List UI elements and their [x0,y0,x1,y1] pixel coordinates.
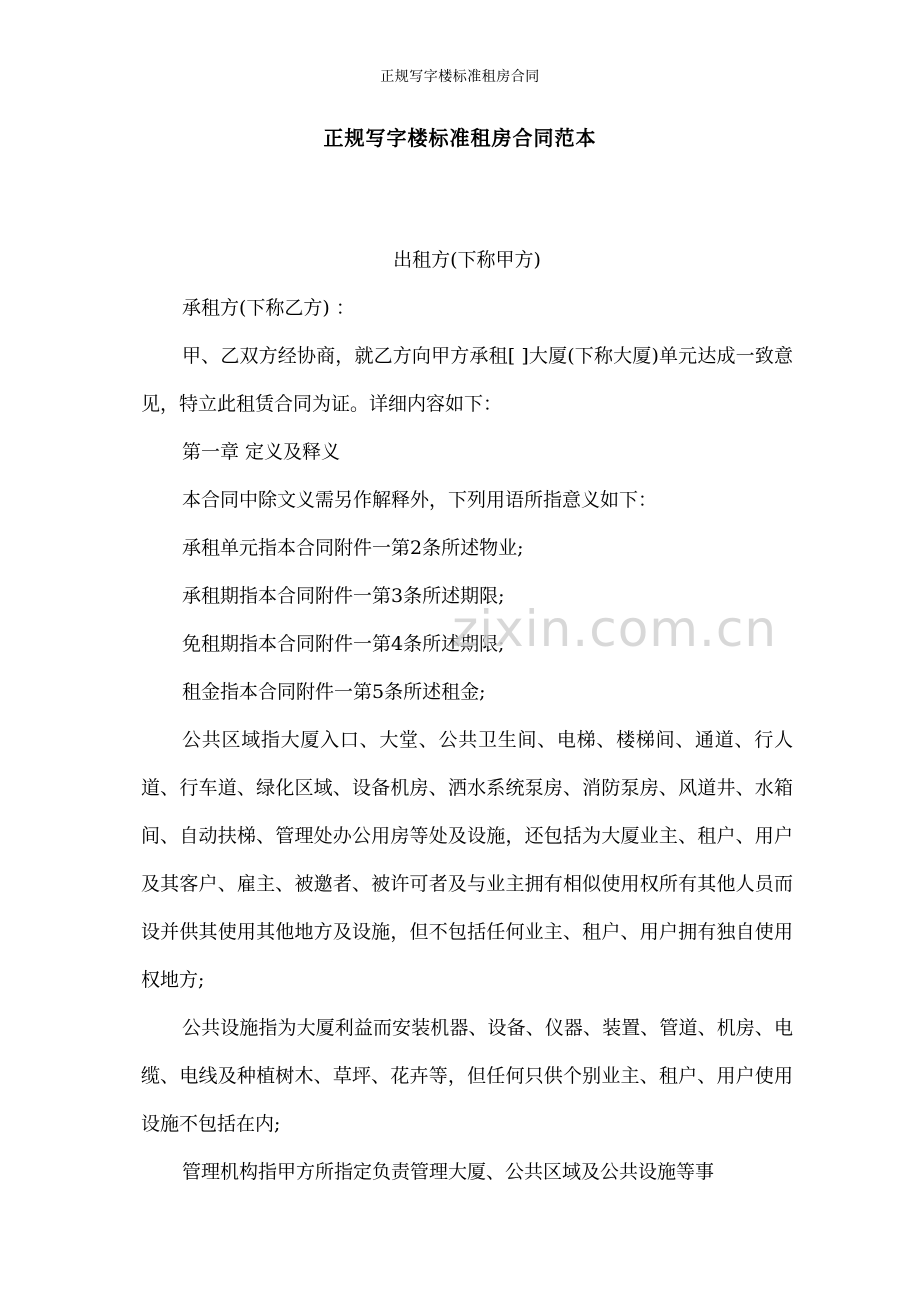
document-body [141,236,793,1196]
definition-rent: 租金指本合同附件一第5条所述租金; [182,681,486,703]
definition-public-facilities: 公共设施指为大厦利益而安装机器、设备、仪器、装置、管道、机房、电缆、电线及种植树木、草坪、花卉等，但任何只供个别业主、租户、用户使用设施不包括在内; [141,1017,793,1135]
lessee-line: 承租方(下称乙方) ： [182,297,355,319]
definition-lease-term: 承租期指本合同附件一第3条所述期限; [182,585,505,607]
definition-public-area: 公共区域指大厦入口、大堂、公共卫生间、电梯、楼梯间、通道、行人道、行车道、绿化区域、设备机房、洒水系统泵房、消防泵房、风道井、水箱间、自动扶梯、管理处办公用房等处及设施，还包括为大厦业主、租户、用户及其客户、雇主、被邀者、被许可者及与业主拥有相似使用权所有其他人员而设并供其使用其他地方及设施，但不包括任何业主、租户、用户拥有独自使用权地方; [141,729,793,991]
definition-management-body: 管理机构指甲方所指定负责管理大厦、公共区域及公共设施等事 [182,1161,715,1183]
chapter-heading: 第一章 定义及释义 [182,441,341,463]
lessor-line: 出租方(下称甲方) [393,249,541,271]
definition-leased-unit: 承租单元指本合同附件一第2条所述物业; [182,537,524,559]
running-header: 正规写字楼标准租房合同 [380,69,540,85]
watermark: zixin.com.cn [452,600,778,658]
document-title: 正规写字楼标准租房合同范本 [323,126,597,150]
definitions-intro: 本合同中除文义需另作解释外，下列用语所指意义如下： [182,489,658,511]
definition-rent-free-period: 免租期指本合同附件一第4条所述期限; [182,633,505,655]
intro-paragraph: 甲、乙双方经协商，就乙方向甲方承租[ ]大厦(下称大厦)单元达成一致意见，特立此租赁合同为证。详细内容如下： [141,345,793,415]
